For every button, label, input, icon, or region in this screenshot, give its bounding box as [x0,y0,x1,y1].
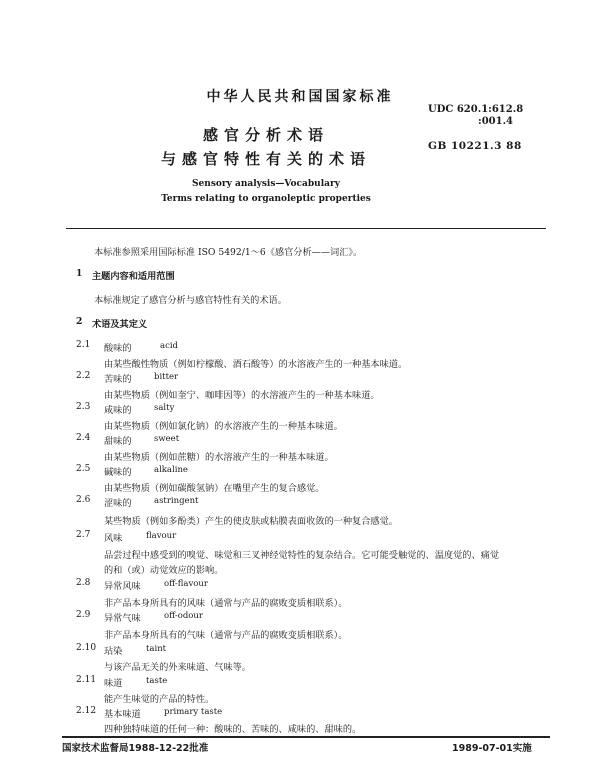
section2-number: 2 [76,316,83,327]
term-number: 2.3 [76,402,91,412]
term-definition: 非产品本身所具有的气味（通常与产品的腐败变质相联系）。 [104,630,348,641]
intro-paragraph: 本标准参照采用国际标准 ISO 5492/1～6《感官分析——词汇》。 [94,247,363,258]
gb-number: GB 10221.3 88 [428,140,522,152]
term-en: flavour [146,531,177,541]
term-cn: 甜味的 [104,436,132,447]
standard-header-title: 中华人民共和国国家标准 [206,89,394,105]
section1-title: 主题内容和适用范围 [92,271,175,282]
title-en-line2: Terms relating to organoleptic properties [161,194,371,204]
term-definition: 品尝过程中感受到的嗅觉、味觉和三叉神经觉特性的复杂结合。它可能受触觉的、温度觉的、痛觉 [104,550,500,561]
section2-title: 术语及其定义 [92,319,148,330]
term-en: salty [154,403,175,413]
term-definition: 与该产品无关的外来味道、气味等。 [104,662,251,673]
term-cn: 涩味的 [104,498,132,509]
term-cn: 玷染 [104,646,123,657]
udc-code [428,104,523,128]
section1-text: 本标准规定了感官分析与感官特性有关的术语。 [94,295,287,306]
term-definition: 由某些物质（例如奎宁、咖啡因等）的水溶液产生的一种基本味道。 [104,390,380,401]
term-en: taste [146,676,168,686]
term-en: sweet [154,434,180,444]
term-number: 2.1 [76,340,91,350]
term-number: 2.11 [76,675,97,685]
term-definition: 由某些物质（例如氯化钠）的水溶液产生的一种基本味道。 [104,421,343,432]
term-definition: 由某些物质（例如蔗糖）的水溶液产生的一种基本味道。 [104,452,334,463]
term-definition: 由某些物质（例如碳酸氢钠）在嘴里产生的复合感觉。 [104,483,325,494]
title-en-line1: Sensory analysis—Vocabulary [192,179,340,189]
term-definition: 非产品本身所具有的风味（通常与产品的腐败变质相联系）。 [104,598,348,609]
term-en: off-flavour [164,579,208,589]
term-number: 2.4 [76,433,91,443]
term-cn: 苦味的 [104,374,132,385]
term-number: 2.8 [76,578,91,588]
term-number: 2.5 [76,464,91,474]
term-en: bitter [154,372,179,382]
term-en: taint [146,644,167,654]
section1-number: 1 [76,268,83,279]
term-number: 2.2 [76,371,91,381]
effective-date: 1989-07-01实施 [452,743,532,754]
term-cn: 酸味的 [104,343,132,354]
term-cn: 碱味的 [104,467,132,478]
term-en: acid [160,341,178,351]
term-number: 2.6 [76,495,91,505]
term-cn: 咸味的 [104,405,132,416]
term-number: 2.7 [76,530,91,540]
term-cn: 异常气味 [104,613,141,624]
term-number: 2.12 [76,706,97,716]
term-definition: 某些物质（例如多酚类）产生的使皮肤或粘膜表面收敛的一种复合感觉。 [104,516,398,527]
title-cn-line2: 与感官特性有关的术语 [160,150,371,168]
term-cn: 味道 [104,678,123,689]
term-definition: 能产生味觉的产品的特性。 [104,694,215,705]
term-en: alkaline [154,465,188,475]
udc-line1: UDC 620.1:612.8 [428,104,524,115]
term-cn: 基本味道 [104,709,141,720]
term-definition: 四种独特味道的任何一种：酸味的、苦味的、咸味的、甜味的。 [104,724,362,735]
term-en: astringent [154,496,199,506]
udc-line2: :001.4 [478,116,514,127]
term-definition-cont: 的和（或）动觉效应的影响。 [104,565,224,576]
title-cn-line1: 感官分析术语 [202,126,329,144]
top-rule [66,228,546,229]
term-en: off-odour [164,611,203,621]
term-number: 2.9 [76,610,91,620]
approval-date: 国家技术监督局1988-12-22批准 [62,743,209,754]
term-en: primary taste [164,707,223,717]
bottom-rule [62,736,550,738]
term-cn: 风味 [104,533,123,544]
term-definition: 由某些酸性物质（例如柠檬酸、酒石酸等）的水溶液产生的一种基本味道。 [104,359,408,370]
term-cn: 异常风味 [104,581,141,592]
term-number: 2.10 [76,643,97,653]
